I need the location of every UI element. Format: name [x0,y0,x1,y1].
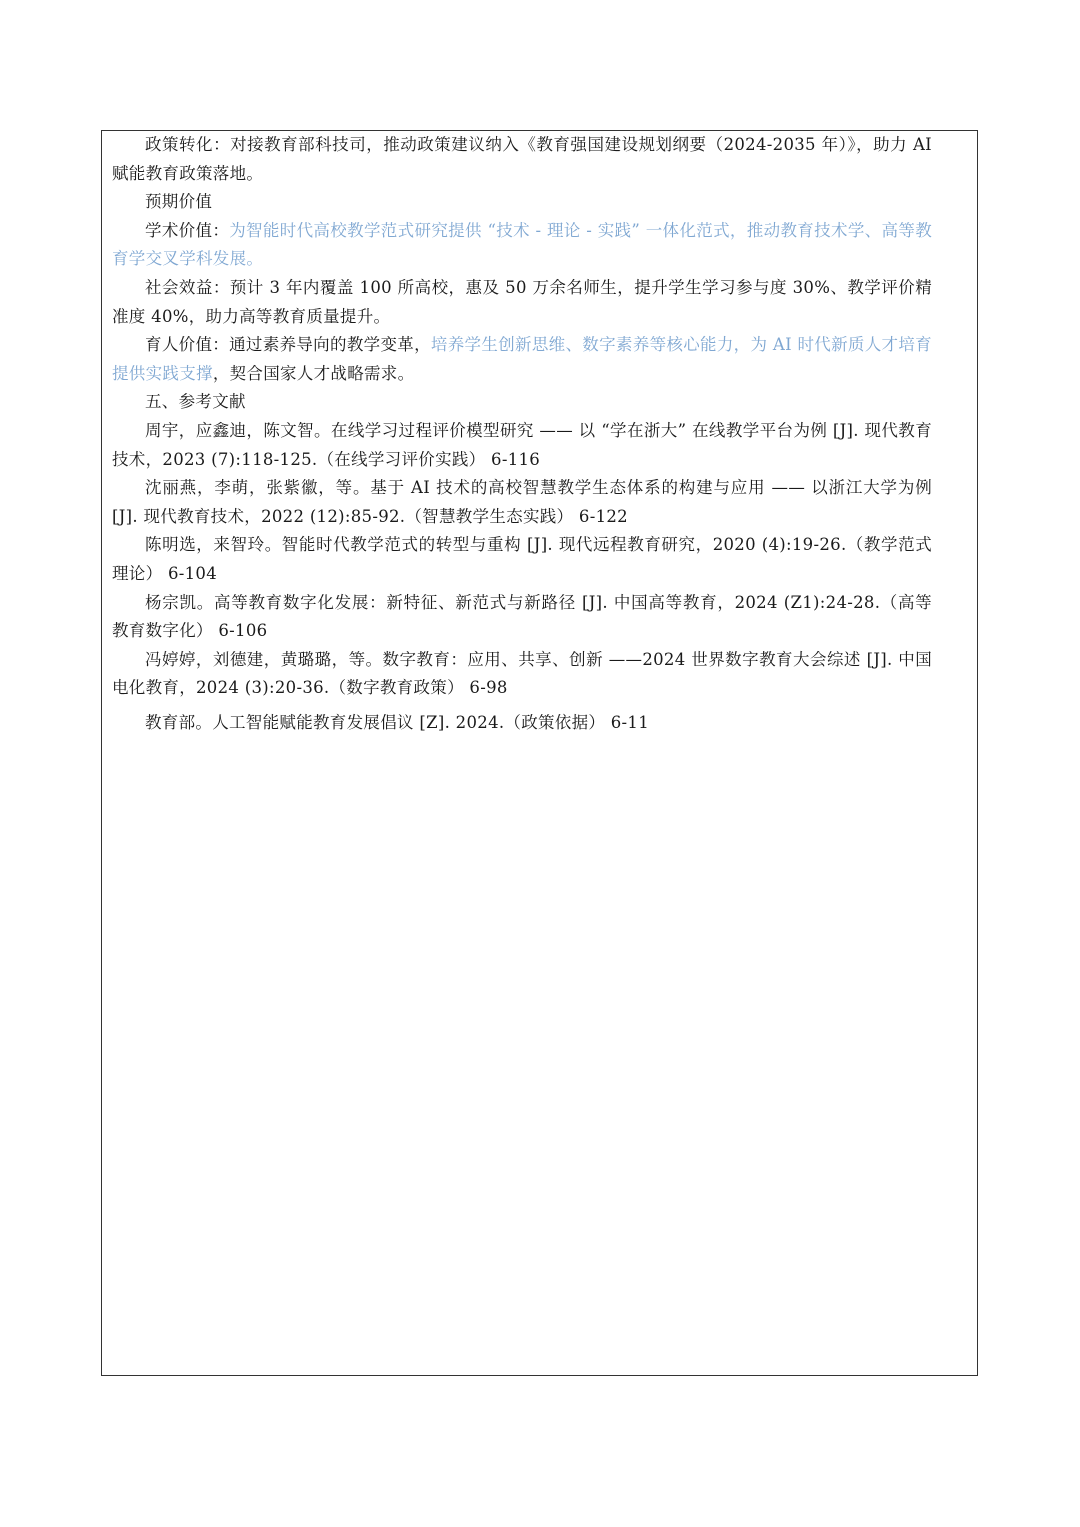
reference-item: 教育部。人工智能赋能教育发展倡议 [Z]. 2024.（政策依据） 6-11 [145,712,650,732]
education-value-highlight: 培养学生创新思维、数字素养等核心能力，为 AI 时代新质人才培育提供实践支撑 [112,335,932,383]
academic-value-label: 学术价值： [145,220,230,240]
academic-value-paragraph [112,217,932,274]
references-heading: 五、参考文献 [145,392,246,412]
document-body [112,131,932,737]
policy-paragraph: 政策转化：对接教育部科技司，推动政策建议纳入《教育强国建设规划纲要（2024-2035 年）》，助力 AI 赋能教育政策落地。 [112,135,932,183]
education-value-paragraph [112,331,932,388]
reference-item: 沈丽燕，李萌，张紫徽，等。基于 AI 技术的高校智慧教学生态体系的构建与应用 —— 以浙江大学为例 [J]. 现代教育技术，2022 (12):85-92.（智慧教学生态实践） 6-122 [112,478,932,526]
reference-item: 杨宗凯。高等教育数字化发展：新特征、新范式与新路径 [J]. 中国高等教育，2024 (Z1):24-28.（高等教育数字化） 6-106 [112,592,932,641]
education-value-tail: ，契合国家人才战略需求。 [212,363,415,383]
expected-value-heading: 预期价值 [145,192,213,212]
reference-item: 周宇，应鑫迪，陈文智。在线学习过程评价模型研究 —— 以 “学在浙大” 在线教学平台为例 [J]. 现代教育技术，2023 (7):118-125.（在线学习评价实践） 6-116 [112,420,932,469]
social-benefit-paragraph: 社会效益：预计 3 年内覆盖 100 所高校，惠及 50 万余名师生，提升学生学习参与度 30%、教学评价精准度 40%，助力高等教育质量提升。 [112,277,932,326]
reference-item: 冯婷婷，刘德建，黄璐璐，等。数字教育：应用、共享、创新 ——2024 世界数字教育大会综述 [J]. 中国电化教育，2024 (3):20-36.（数字教育政策） 6-98 [112,649,932,698]
reference-item: 陈明选，来智玲。智能时代教学范式的转型与重构 [J]. 现代远程教育研究，2020 (4):19-26.（教学范式理论） 6-104 [112,535,932,583]
academic-value-highlight: 为智能时代高校教学范式研究提供 “技术 - 理论 - 实践” 一体化范式，推动教育技术学、高等教育学交叉学科发展。 [112,220,933,269]
education-value-label: 育人价值：通过素养导向的教学变革， [145,335,431,355]
